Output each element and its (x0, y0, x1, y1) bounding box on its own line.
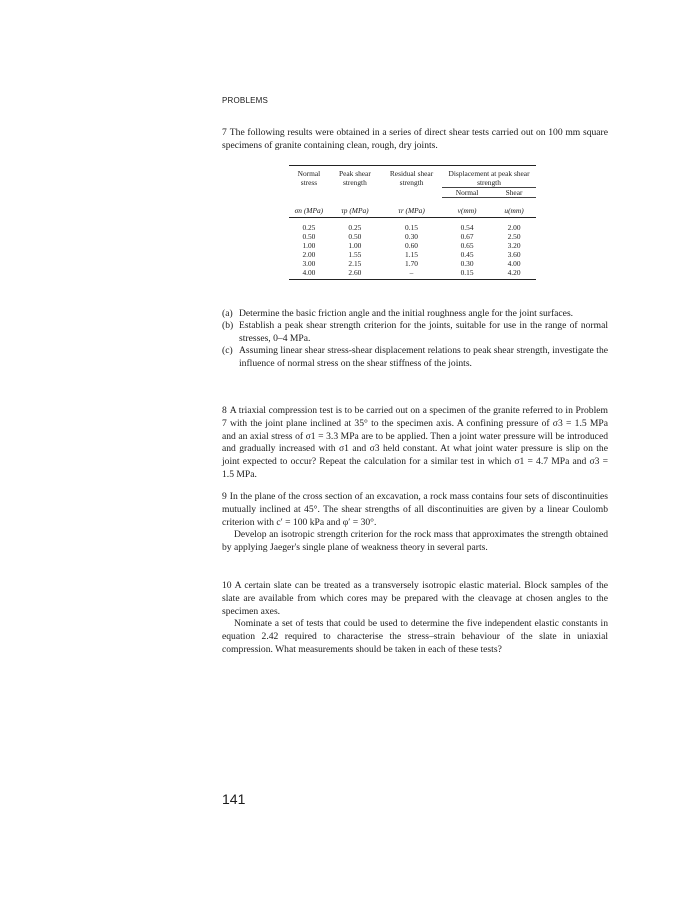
unit-u: u(mm) (504, 206, 524, 215)
problem-10: 10 A certain slate can be treated as a transversely isotropic elastic material. Block samples of the slate are available from which cores may be prepared with the cleavage at chosen angles to the specimen axes. Nominate a set of tests that could be used to determine the five independent elastic constants in equation 2.42 required to characterise the stress–strain behaviour of the slate in uniaxial compression. What measurements should be taken in each of these tests? (222, 580, 608, 655)
list-item: (a) Determine the basic friction angle and the initial roughness angle for the joint surfaces. (222, 308, 574, 319)
list-item: (c) Assuming linear shear stress-shear displacement relations to peak shear strength, investigate the influence of normal stress on the shear stiffness of the joints. (222, 345, 608, 369)
col-normal-sub: Normal (442, 188, 492, 198)
col-displacement-group: Displacement at peak shear strength (442, 166, 536, 188)
table-row: 3.00 2.15 1.70 0.30 4.00 (302, 259, 521, 268)
table-row: 0.25 0.25 0.15 0.54 2.00 (302, 223, 521, 232)
problem-10-text: A certain slate can be treated as a transversely isotropic elastic material. Block samples of the slate are available from which cores may be prepared with the cleavage at chosen angles to the specimen axes. (222, 580, 608, 617)
unit-tau-p: τp (MPa) (341, 206, 369, 215)
problem-8: 8 A triaxial compression test is to be carried out on a specimen of the granite referred to in Problem 7 with the joint plane inclined at 35° to the specimen axis. A confining pressure of σ3 = 1.5 MPa and an axial stress of σ1 = 3.3 MPa are to be applied. Then a joint water pressure will be introduced and gradually increased with σ1 and σ3 held constant. At what joint water pressure is slip on the joint expected to occur? Repeat the calculation for a similar test in which σ1 = 4.7 MPa and σ3 = 1.5 MPa. (222, 405, 608, 480)
col-residual-shear: Residual shear strength (389, 169, 434, 187)
table-row: 0.50 0.50 0.30 0.67 2.50 (302, 232, 521, 241)
col-peak-shear: Peak shear strength (338, 169, 371, 187)
problem-9-text: In the plane of the cross section of an excavation, a rock mass contains four sets of discontinuities mutually inclined at 45°. The shear strengths of all discontinuities are given by a linear Coulomb criterion with c′ = 100 kPa and φ′ = 30°. (222, 491, 608, 528)
list-item: (b) Establish a peak shear strength criterion for the joints, suitable for use in the range of normal stresses, 0–4 MPa. (222, 320, 608, 344)
unit-tau-r: τr (MPa) (398, 206, 425, 215)
problem-10-text-2: Nominate a set of tests that could be used to determine the five independent elastic constants in equation 2.42 required to characterise the stress–strain behaviour of the slate in uniaxial compression. What measurements should be taken in each of these tests? (222, 618, 608, 655)
table-row: 1.00 1.00 0.60 0.65 3.20 (302, 241, 521, 250)
problem-9: 9 In the plane of the cross section of an excavation, a rock mass contains four sets of discontinuities mutually inclined at 45°. The shear strengths of all discontinuities are given by a linear Coulomb criterion with c′ = 100 kPa and φ′ = 30°. Develop an isotropic strength criterion for the rock mass that approximates the strength obtained by applying Jaeger's single plane of weakness theory in several parts. (222, 491, 608, 554)
col-shear-sub: Shear (492, 188, 536, 198)
unit-v: v(mm) (457, 206, 477, 215)
shear-test-table (289, 165, 536, 280)
page-number: 141 (222, 791, 246, 807)
table-row: 2.00 1.55 1.15 0.45 3.60 (302, 250, 521, 259)
problem-8-text: A triaxial compression test is to be carried out on a specimen of the granite referred to in Problem 7 with the joint plane inclined at 35° to the specimen axis. A confining pressure of σ3 = 1.5 MPa and an axial stress of σ1 = 3.3 MPa are to be applied. Then a joint water pressure will be introduced and gradually increased with σ1 and σ3 held constant. At what joint water pressure is slip on the joint expected to occur? Repeat the calculation for a similar test in which σ1 = 4.7 MPa and σ3 = 1.5 MPa. (222, 405, 608, 480)
problem-7 (222, 127, 608, 153)
running-head: PROBLEMS (222, 96, 269, 105)
problem-7-text: The following results were obtained in a series of direct shear tests carried out on 100 mm square specimens of granite containing clean, rough, dry joints. (222, 127, 608, 151)
unit-sigma-n: σn (MPa) (294, 206, 324, 215)
problem-9-text-2: Develop an isotropic strength criterion for the rock mass that approximates the strength obtained by applying Jaeger's single plane of weakness theory in several parts. (222, 529, 608, 554)
col-normal-stress: Normal stress (297, 169, 321, 187)
problem-7-number: 7 (222, 127, 227, 138)
table-row: 4.00 2.60 – 0.15 4.20 (289, 268, 536, 280)
problem-7-subparts (222, 308, 608, 370)
